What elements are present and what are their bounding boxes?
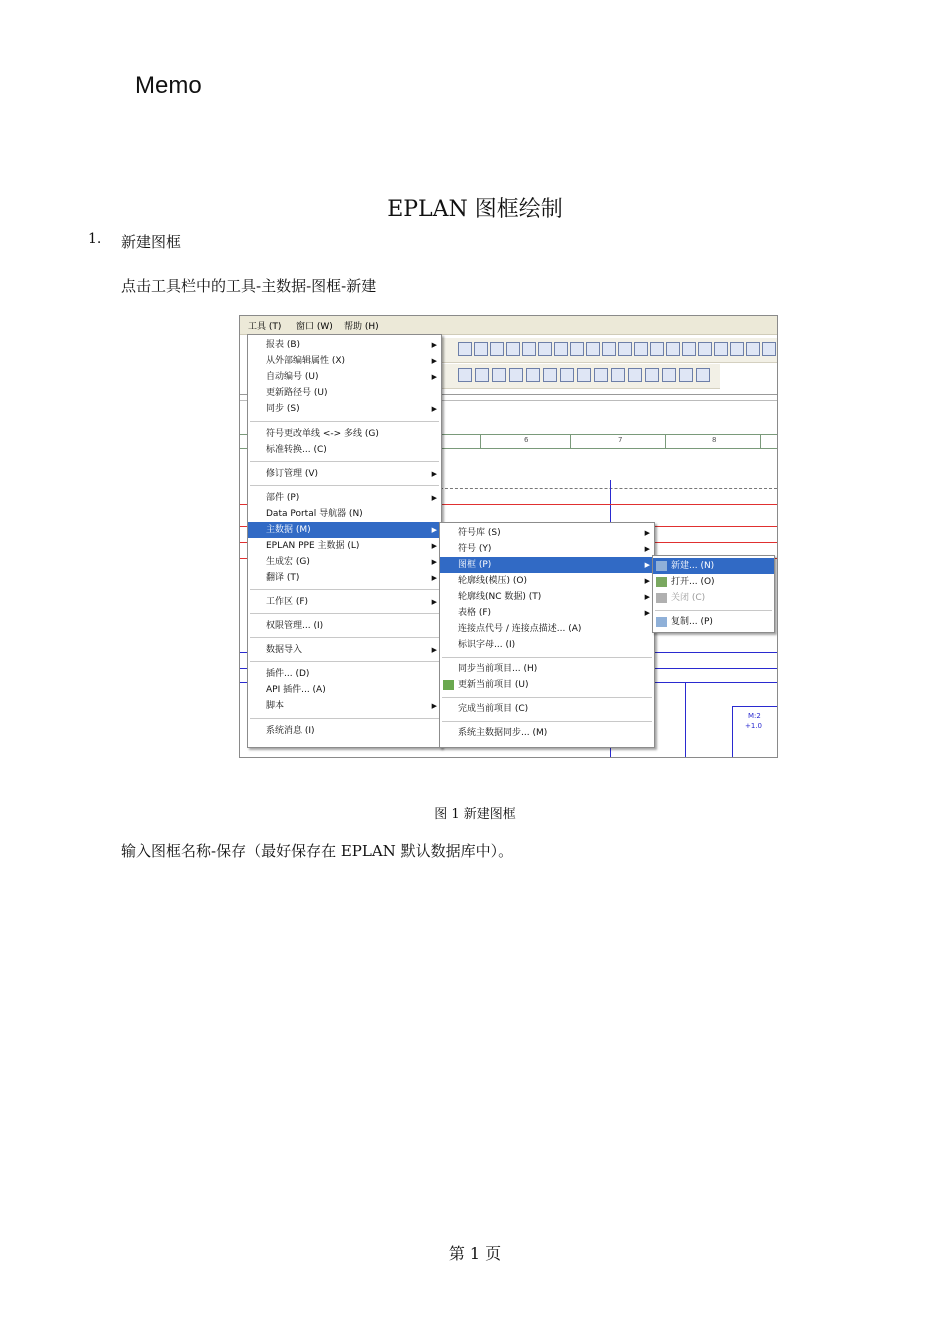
toolbar-button-icon[interactable] [543,368,557,382]
submenu-arrow-icon: ▶ [431,574,437,582]
tools-menu-item[interactable] [248,426,441,442]
menu-separator [442,697,652,698]
toolbar-button-icon[interactable] [458,342,472,356]
toolbar-button-icon[interactable] [746,342,760,356]
master-data-submenu [439,522,655,748]
submenu-arrow-icon: ▶ [644,609,650,617]
toolbar-button-icon[interactable] [577,368,591,382]
toolbar-button-icon[interactable] [650,342,664,356]
tools-menu-item[interactable] [248,466,441,482]
menu-item-label: 更新当前项目 (U) [458,680,529,690]
menu-item-label: 符号 (Y) [458,544,492,554]
section-number: 1. [88,231,102,247]
paragraph-save-instruction: 输入图框名称-保存（最好保存在 EPLAN 默认数据库中）。 [121,842,514,860]
copy-frame-icon [656,617,667,627]
submenu-arrow-icon: ▶ [431,646,437,654]
device-tag: +1.0 [745,722,762,730]
toolbar-button-icon[interactable] [602,342,616,356]
menu-separator [442,657,652,658]
menu-item-label: EPLAN PPE 主数据 (L) [266,541,360,551]
menu-separator [250,661,439,662]
menu-item-label: 打开... (O) [671,577,715,587]
menu-item-label: 表格 (F) [458,608,492,618]
menu-separator [250,589,439,590]
menu-item-label: 标准转换... (C) [266,445,327,455]
menu-item-label: 生成宏 (G) [266,557,310,567]
toolbar-button-icon[interactable] [698,342,712,356]
master-data-menu-item[interactable] [440,573,654,589]
menu-separator [250,718,439,719]
frame-menu-item[interactable] [653,614,774,630]
tools-menu-item[interactable] [248,698,441,714]
submenu-arrow-icon: ▶ [431,702,437,710]
menu-separator [655,610,772,611]
menu-bar [240,316,777,335]
menu-item-label: 修订管理 (V) [266,469,319,479]
section-title: 新建图框 [121,233,182,251]
tools-menu-item[interactable] [248,337,441,353]
menu-separator [250,485,439,486]
toolbar-button-icon[interactable] [586,342,600,356]
tools-menu-item[interactable] [248,442,441,458]
toolbar-button-icon[interactable] [509,368,523,382]
tools-menu-item[interactable] [248,554,441,570]
toolbar-button-icon[interactable] [645,368,659,382]
menu-item-label: 轮廓线(模压) (O) [458,576,527,586]
toolbar-button-icon[interactable] [492,368,506,382]
submenu-arrow-icon: ▶ [644,529,650,537]
tools-menu-item[interactable] [248,369,441,385]
menu-item-label: 同步 (S) [266,404,300,414]
menu-item-label: 插件... (D) [266,669,310,679]
toolbar-button-icon[interactable] [526,368,540,382]
tools-menu-item[interactable] [248,642,441,658]
toolbar-button-icon[interactable] [538,342,552,356]
tools-menu-item[interactable] [248,618,441,634]
menu-item-label: 翻译 (T) [266,573,300,583]
menu-separator [442,721,652,722]
toolbar-button-icon[interactable] [628,368,642,382]
tools-menu-item[interactable] [248,522,441,538]
submenu-arrow-icon: ▶ [644,593,650,601]
toolbar-button-icon[interactable] [560,368,574,382]
submenu-arrow-icon: ▶ [431,558,437,566]
toolbar-button-icon[interactable] [474,342,488,356]
submenu-arrow-icon: ▶ [431,341,437,349]
menu-item-label: 复制... (P) [671,617,713,627]
menu-item-label: 系统主数据同步... (M) [458,728,548,738]
menu-item-label: 从外部编辑属性 (X) [266,356,346,366]
header-memo: Memo [135,72,202,99]
frame-menu-item[interactable] [653,574,774,590]
column-number: 6 [524,436,529,444]
menu-item-label: 权限管理... (I) [266,621,324,631]
master-data-menu-item[interactable] [440,557,654,573]
master-data-menu-item[interactable] [440,525,654,541]
submenu-arrow-icon: ▶ [431,598,437,606]
master-data-menu-item[interactable] [440,589,654,605]
menu-item-label: 工作区 (F) [266,597,309,607]
menu-item-label: 轮廓线(NC 数据) (T) [458,592,542,602]
menu-item-label: 系统消息 (I) [266,726,315,736]
menu-item-label: Data Portal 导航器 (N) [266,509,363,519]
paragraph-instruction: 点击工具栏中的工具-主数据-图框-新建 [121,277,377,295]
toolbar-button-icon[interactable] [570,342,584,356]
tools-menu-item[interactable] [248,353,441,369]
menu-separator [250,613,439,614]
menu-item-label: 脚本 [266,701,285,711]
toolbar-button-icon[interactable] [490,342,504,356]
submenu-arrow-icon: ▶ [431,405,437,413]
menu-item-label: 主数据 (M) [266,525,311,535]
frame-menu-item[interactable] [653,590,774,606]
menu-item-label: API 插件... (A) [266,685,326,695]
menu-help[interactable]: 帮助 (H) [344,322,379,332]
toolbar-button-icon[interactable] [730,342,744,356]
submenu-arrow-icon: ▶ [431,357,437,365]
tools-menu-item[interactable] [248,490,441,506]
menu-item-label: 符号更改单线 <-> 多线 (G) [266,429,379,439]
frame-menu-item[interactable] [653,558,774,574]
menu-item-label: 标识字母... (I) [458,640,516,650]
toolbar-button-icon[interactable] [696,368,710,382]
menu-item-label: 数据导入 [266,645,303,655]
master-data-menu-item[interactable] [440,621,654,637]
tools-menu-item[interactable] [248,385,441,401]
submenu-arrow-icon: ▶ [644,577,650,585]
submenu-arrow-icon: ▶ [431,494,437,502]
menu-item-label: 图框 (P) [458,560,492,570]
menu-item-label: 自动编号 (U) [266,372,319,382]
menu-item-label: 关闭 (C) [671,593,706,603]
tools-menu-item[interactable] [248,538,441,554]
tools-menu-item[interactable] [248,570,441,586]
new-frame-icon [656,561,667,571]
submenu-arrow-icon: ▶ [431,542,437,550]
menu-item-label: 更新路径号 (U) [266,388,328,398]
column-number: 7 [618,436,623,444]
menu-separator [250,421,439,422]
toolbar-button-icon[interactable] [458,368,472,382]
page-footer: 第 1 页 [448,1244,502,1263]
submenu-arrow-icon: ▶ [431,470,437,478]
submenu-arrow-icon: ▶ [431,526,437,534]
tools-menu-item[interactable] [248,682,441,698]
menu-item-label: 新建... (N) [671,561,715,571]
toolbar-button-icon[interactable] [611,368,625,382]
master-data-menu-item[interactable] [440,605,654,621]
figure-caption: 图 1 新建图框 [434,807,516,822]
menu-item-label: 部件 (P) [266,493,300,503]
master-data-menu-item[interactable] [440,637,654,653]
tools-menu-item[interactable] [248,723,441,739]
frame-submenu [652,555,775,633]
submenu-arrow-icon: ▶ [644,545,650,553]
master-data-menu-item[interactable] [440,725,654,741]
toolbar-button-icon[interactable] [679,368,693,382]
menu-item-label: 同步当前项目... (H) [458,664,538,674]
tools-dropdown-menu [247,334,442,748]
column-number: 8 [712,436,717,444]
menu-window[interactable]: 窗口 (W) [296,322,333,332]
master-data-menu-item[interactable] [440,677,654,693]
eplan-screenshot [239,315,778,758]
toolbar-button-icon[interactable] [618,342,632,356]
page-title: EPLAN 图框绘制 [387,197,563,222]
tools-menu-item[interactable] [248,401,441,417]
toolbar-button-icon[interactable] [522,342,536,356]
toolbar-button-icon[interactable] [666,342,680,356]
toolbar-row-1 [440,338,777,363]
close-frame-icon [656,593,667,603]
menu-item-label: 符号库 (S) [458,528,501,538]
tools-menu-item[interactable] [248,666,441,682]
toolbar-button-icon[interactable] [714,342,728,356]
toolbar-button-icon[interactable] [554,342,568,356]
tools-menu-item[interactable] [248,506,441,522]
toolbar-button-icon[interactable] [682,342,696,356]
master-data-menu-item[interactable] [440,541,654,557]
menu-item-label: 报表 (B) [266,340,301,350]
toolbar-button-icon[interactable] [475,368,489,382]
toolbar-button-icon[interactable] [594,368,608,382]
menu-tools[interactable]: 工具 (T) [248,322,282,332]
master-data-menu-item[interactable] [440,661,654,677]
toolbar-row-2 [440,364,720,389]
menu-separator [250,461,439,462]
menu-item-label: 连接点代号 / 连接点描述... (A) [458,624,582,634]
menu-item-label: 完成当前项目 (C) [458,704,529,714]
master-data-menu-item[interactable] [440,701,654,717]
submenu-arrow-icon: ▶ [644,561,650,569]
toolbar-button-icon[interactable] [762,342,776,356]
device-tag: M:2 [748,712,761,720]
update-project-icon [443,680,454,690]
toolbar-button-icon[interactable] [634,342,648,356]
submenu-arrow-icon: ▶ [431,373,437,381]
toolbar-button-icon[interactable] [662,368,676,382]
open-frame-icon [656,577,667,587]
menu-separator [250,637,439,638]
tools-menu-item[interactable] [248,594,441,610]
toolbar-button-icon[interactable] [506,342,520,356]
